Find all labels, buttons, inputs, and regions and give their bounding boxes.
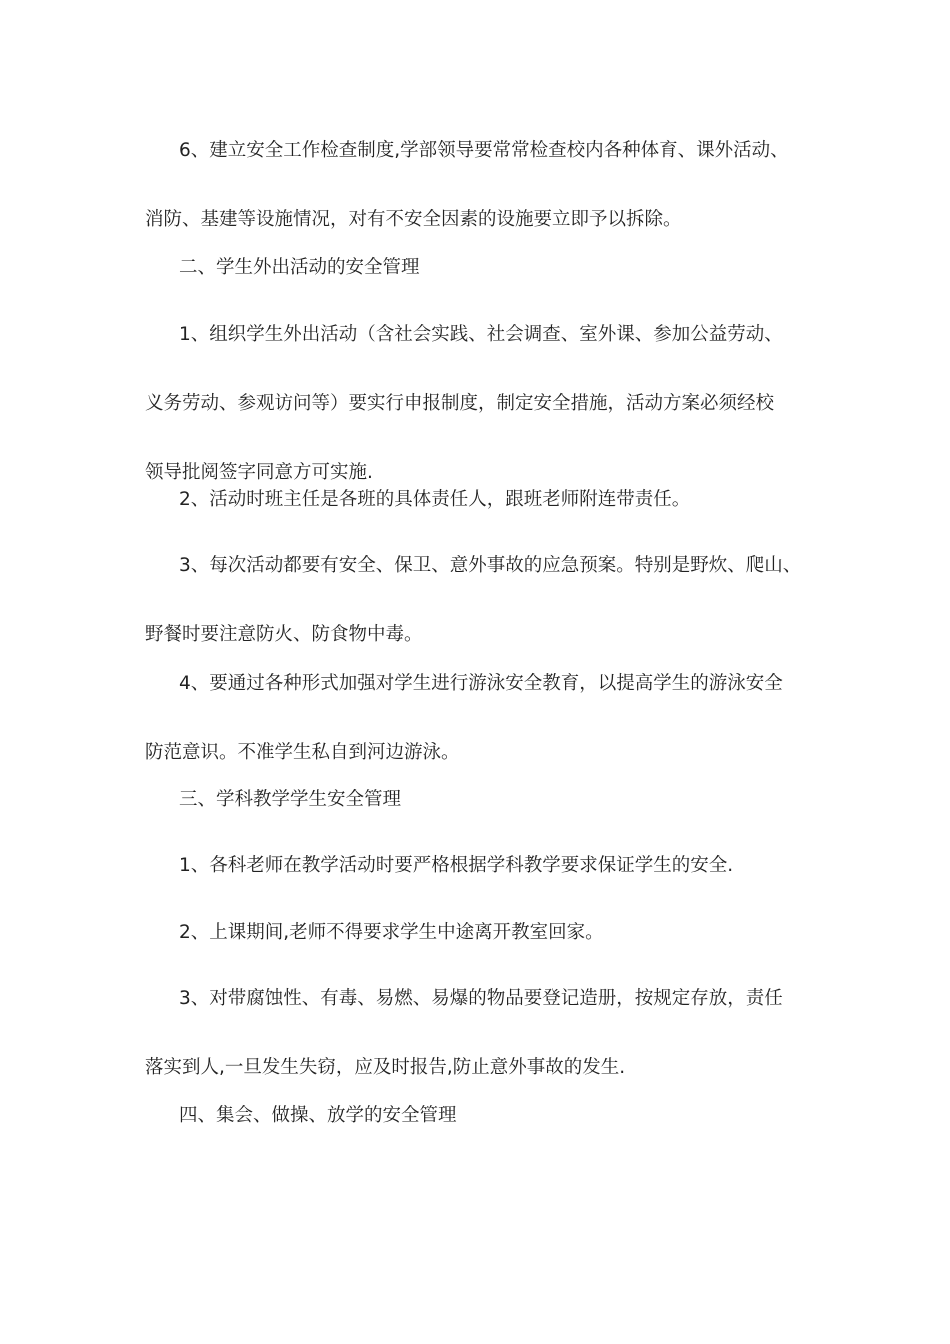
section-heading: 二、学生外出活动的安全管理 (179, 257, 420, 278)
paragraph-swimming-safety (145, 660, 783, 777)
paragraph-line: 防范意识。不准学生私自到河边游泳。 (145, 742, 460, 763)
paragraph-line: 领导批阅签字同意方可实施. (145, 462, 373, 483)
paragraph-line: 3、每次活动都要有安全、保卫、意外事故的应急预案。特别是野炊、爬山、 (179, 555, 802, 576)
section-heading: 三、学科教学学生安全管理 (179, 789, 402, 810)
paragraph-line: 3、对带腐蚀性、有毒、易燃、易爆的物品要登记造册，按规定存放，责任 (179, 988, 783, 1009)
paragraph-line: 义务劳动、参观访问等）要实行申报制度，制定安全措施，活动方案必须经校 (145, 393, 775, 414)
paragraph-outing-approval (145, 311, 783, 497)
paragraph-teacher-duty (145, 842, 733, 890)
section-heading-assembly-safety (145, 1092, 457, 1140)
paragraph-hazardous-materials (145, 975, 783, 1092)
paragraph-line: 2、活动时班主任是各班的具体责任人，跟班老师附连带责任。 (179, 489, 691, 510)
paragraph-line: 2、上课期间,老师不得要求学生中途离开教室回家。 (179, 922, 604, 943)
paragraph-line: 野餐时要注意防火、防食物中毒。 (145, 624, 423, 645)
paragraph-emergency-plan (145, 542, 801, 659)
paragraph-line: 1、组织学生外出活动（含社会实践、社会调查、室外课、参加公益劳动、 (179, 324, 783, 345)
paragraph-line: 6、建立安全工作检查制度,学部领导要常常检查校内各种体育、课外活动、 (179, 140, 789, 161)
paragraph-class-teacher-responsibility (145, 476, 690, 524)
section-heading-outing-safety (145, 244, 420, 292)
paragraph-class-time-rule (145, 909, 604, 957)
paragraph-inspection-system (145, 127, 789, 244)
section-heading-teaching-safety (145, 776, 401, 824)
paragraph-line: 4、要通过各种形式加强对学生进行游泳安全教育，以提高学生的游泳安全 (179, 673, 783, 694)
paragraph-line: 落实到人,一旦发生失窃，应及时报告,防止意外事故的发生. (145, 1057, 626, 1078)
paragraph-line: 1、各科老师在教学活动时要严格根据学科教学要求保证学生的安全. (179, 855, 734, 876)
paragraph-line: 消防、基建等设施情况，对有不安全因素的设施要立即予以拆除。 (145, 209, 682, 230)
section-heading: 四、集会、做操、放学的安全管理 (179, 1105, 457, 1126)
